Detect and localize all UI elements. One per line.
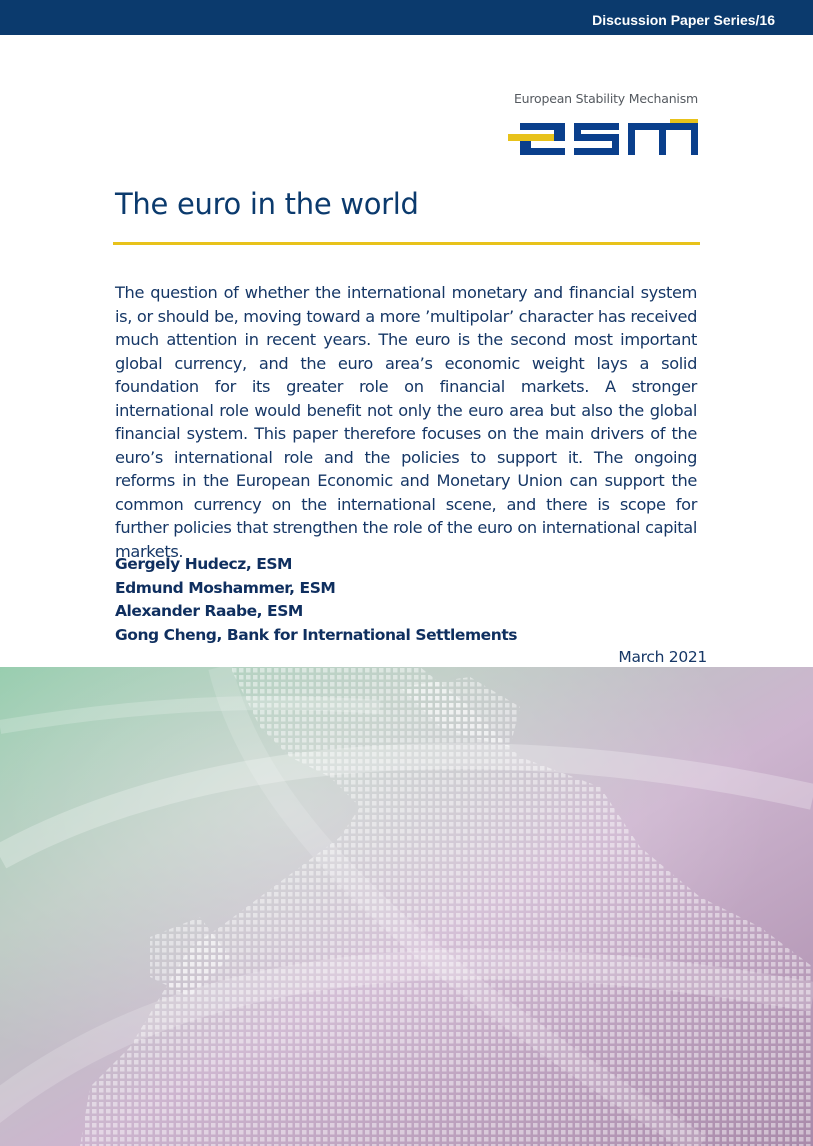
author-list bbox=[115, 553, 517, 647]
author-item: Edmund Moshammer, ESM bbox=[115, 578, 336, 597]
header-bar bbox=[0, 0, 813, 35]
organization-name: European Stability Mechanism bbox=[513, 91, 698, 106]
esm-logo bbox=[508, 119, 698, 159]
author-item: Alexander Raabe, ESM bbox=[115, 602, 303, 620]
author-item: Gergely Hudecz, ESM bbox=[115, 555, 293, 573]
publication-date: March 2021 bbox=[618, 648, 707, 666]
europe-map-illustration bbox=[0, 667, 813, 1146]
title-underline bbox=[113, 242, 700, 245]
author-item: Gong Cheng, Bank for International Settlements bbox=[115, 625, 518, 644]
paper-title: The euro in the world bbox=[115, 187, 419, 221]
abstract: The question of whether the international monetary and financial system is, or should be, moving toward a more ’multipolar’ character has received much attention in recent years. The euro is the second most important global currency, and the euro area’s economic weight lays a solid foundation for its greater role on financial markets. A stronger international role would benefit not only the euro area but also the global financial system. This paper therefore focuses on the main drivers of the euro’s international role and the policies to support it. The ongoing reforms in the European Economic and Monetary Union can support the common currency on the international scene, and there is scope for further policies that strengthen the role of the euro on international capital markets. bbox=[115, 283, 697, 561]
series-label: Discussion Paper Series/16 bbox=[592, 12, 775, 28]
